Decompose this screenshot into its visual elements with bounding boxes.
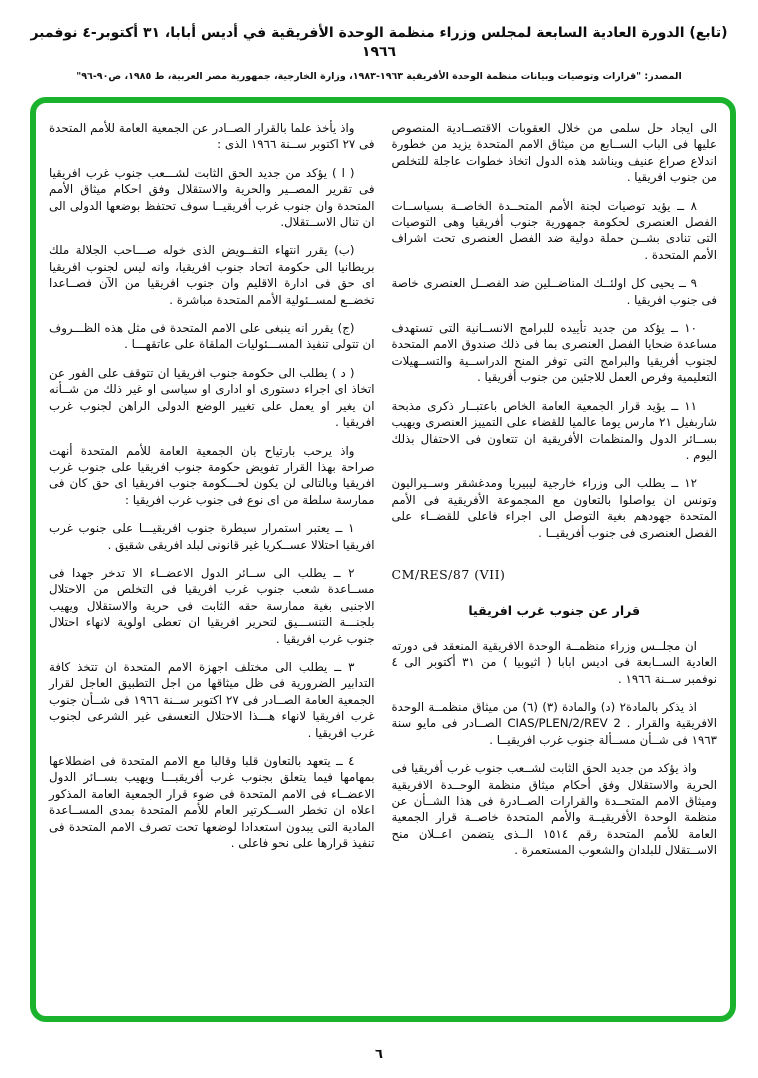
source-citation: المصدر: "قرارات وتوصيات وبيانات منظمة الوحدة الأفريقية ١٩٦٣-١٩٨٣، وزارة الخارجية، جمهورية مصر العربية، ط ١٩٨٥، ص٩٠-٩٦" — [76, 71, 682, 82]
content-border-box — [30, 97, 736, 1022]
page-number: ٦ — [375, 1047, 383, 1062]
paragraph: واذ يرحب بارتياح بان الجمعية العامة للأمم المتحدة أنهت صراحة بهذا القرار تفويض حكومة جنوب افريقيا على جنوب غرب افريقيا وبالتالى لن يكون لحـــكومة جنوب افريقيا اى حق كان فى ممارسة سلطة من اى نوع فى جنوب غرب افريقيا : — [49, 443, 375, 507]
paragraph: ٩ ــ يحيى كل اولئــك المناضــلين ضد الفصــل العنصرى خاصة فى جنوب افريقيا . — [391, 276, 717, 307]
paragraph: ٤ ــ يتعهد بالتعاون قلبا وقالبا مع الامم المتحدة فى اضطلاعها بمهامها فيما يتعلق بجنوب غرب أفريقبـــا ويهيب بســائر الدول الاعضــاء فى الامم المتحدة فى ضوء قرار الجمعية العامة المذكور اعلاه ان تخطر الســكرتير العام للأمم المتحدة بمدى المســاعدة المادية التى يبدون استعدادا لوضعها تحت تصرف الامم المتحدة فى تنفيذ قرارها على نحو فاعلى . — [49, 754, 375, 851]
paragraph: ٢ ــ يطلب الى ســائر الدول الاعضــاء الا تدخر جهدا فى مســاعدة شعب جنوب غرب افريقيا فى التخلص من الاحتلال الاجنبى بغية ممارسة حقه الثابت فى حرية والاستقلال ويهيب بلجنـــة التنســـيق لتحرير افريقيا ان تعطى اولوية لانهاء احتلال جنوب غرب افريقيا . — [49, 565, 375, 646]
paragraph: ٨ ــ يؤيد توصيات لجنة الأمم المتحــدة الخاصــة بسياســات الفصل العنصرى لحكومة جمهورية جنوب أفريقيا وهى التوصيات التى تنادى بشــن حملة دولية ضد الفصل العنصرى تحت اشراف الأمم المتحدة . — [391, 198, 717, 262]
paragraph: ١٠ ــ يؤكد من جديد تأييده للبرامج الانســانية التى تستهدف مساعدة ضحايا الفصل العنصرى بما فى ذلك صندوق الامم المتحدة لجنوب أفريقيا والبرامج التى توفر المنح الدراســية والتســهيلات التعليمية وفرص العمل للاجئين من جنوب أفريقيا . — [391, 321, 717, 385]
paragraph: ١١ ــ يؤيد قرار الجمعية العامة الخاص باعتبــار ذكرى مذبحة شاربفيل ٢١ مارس يوما عالميا للقضاء على التمييز العنصرى ويهيب بســائر الدول والمنظمات الأفريقية ان تتعاون فى الاحتفال بذلك اليوم . — [391, 398, 718, 462]
paragraph: ان مجلــس وزراء منظمــة الوحدة الافريقية المنعقد فى دورته العادية الســابعة فى اديس ابابا ( اثيوبيا ) من ٣١ أكتوبر الى ٤ نوفمبر ســنة ١٩٦٦ . — [391, 638, 717, 686]
paragraph: ٣ ــ يطلب الى مختلف اجهزة الامم المتحدة ان تتخذ كافة التدابير الضرورية فى ظل ميثاقها من اجل التطبيق العاجل لقرار الجمعية العامة الصــادر فى ٢٧ اكتوبر ســنة ١٩٦٦ فى شــأن جنوب غرب افريقيا لانهاء هـــذا الاحتلال التعسفى غير الشرعى لجنوب غرب افريقيا . — [49, 659, 375, 740]
column-second — [49, 120, 375, 1006]
paragraph: (ب) يقرر انتهاء التفــويض الذى خوله صـــاحب الجلالة ملك بريطانيا الى حكومة اتحاد جنوب افريقيا، وانه ليس لجنوب افريقيا اى حق فى ادارة الاقليم وان جنوب افريقيا من الآن فصــاعدا تخضــع لمســئولية الأمم المتحدة مباشرة . — [49, 243, 375, 307]
paragraph: (ج) يقرر انه ينبغى على الامم المتحدة فى مثل هذه الظـــروف ان تتولى تنفيذ المســـئوليات الملقاة على عاتقهـــا . — [49, 321, 375, 352]
resolution-code: CM/RES/87 (VII) — [391, 566, 506, 582]
paragraph: اذ يذكر بالمادة٢ (د) والمادة (٣) (٦) من ميثاق منظمــة الوحدة الافريقية والقرار . CIAS/PLEN/2/REV 2 الصــادر فى مايو سنة ١٩٦٣ فى شــأن مســألة جنوب غرب افريقيــا . — [391, 699, 717, 747]
paragraph: واذ يأخذ علما بالقرار الصــادر عن الجمعية العامة للأمم المتحدة فى ٢٧ اكتوبر ســنة ١٩٦٦ الذى : — [49, 121, 375, 152]
page-header — [0, 0, 758, 82]
paragraph: ١٢ ــ يطلب الى وزراء خارجية ليبيريا ومدغشقر وســيراليون وتونس ان يواصلوا بالتعاون مع المجموعة الأفريقية فى الأمم المتحدة جهودهم بغية التوصل الى اجراء فاعلى للقضــاء على الفصل العنصرى فى جنوب أفريقيــا . — [391, 476, 717, 540]
paragraph: الى ايجاد حل سلمى من خلال العقوبات الاقتصــادية المنصوص عليها فى الباب الســابع من ميثاق الامم المتحدة يزيد من خطورة اندلاع صراع عنيف ويناشد هذه الدول اتخاذ خطوات عاجلة للتخلص من جنوب افريقيا . — [391, 121, 717, 185]
two-column-layout — [49, 120, 717, 1006]
resolution-title: قرار عن جنوب غرب افريقيا — [468, 603, 641, 619]
paragraph: ( ا ) يؤكد من جديد الحق الثابت لشـــعب جنوب غرب افريقيا فى تقرير المصــير والحرية والاستقلال وفق احكام ميثاق الأمم المتحدة وان جنوب غرب أفريقيــا سوف تحتفظ بوضعها الدولى الى ان تنال الاســتقلال. — [49, 165, 375, 230]
paragraph: ١ ــ يعتبر استمرار سيطرة جنوب افريقيـــا على جنوب غرب افريقيا احتلالا عســكريا غير قانونى لبلد افريقى شقيق . — [49, 521, 375, 552]
paragraph: ( د ) يطلب الى حكومة جنوب افريقيا ان تتوقف على الفور عن اتخاذ اى اجراء دستورى او ادارى او سياسى او غير ذلك من شــأنه ان يغير او يعمل على تغيير الوضع الدولى الراهن لجنوب غرب افريقيا . — [49, 365, 375, 430]
column-first — [392, 120, 718, 1006]
session-title: (تابع) الدورة العادية السابعة لمجلس وزراء منظمة الوحدة الأفريقية في أديس أبابا، ٣١ أكتوبر-٤ نوفمبر ١٩٦٦ — [30, 25, 728, 60]
paragraph: واذ يؤكد من جديد الحق الثابت لشــعب جنوب غرب أفريقيا فى الحرية والاستقلال وفق أحكام ميثاق منظمة الوحــدة الافريقية وميثاق الامم المتحــدة والقرارات الصــادرة فى هذا الشــأن عن منظمة الوحدة الأفريقيــة والأمم المتحدة خاصــة قرار الجمعية العامة للأمم المتحدة رقم ١٥١٤ الــذى يتضمن اعــلان منح الاســتقلال للبلدان والشعوب المستعمرة . — [391, 761, 717, 858]
